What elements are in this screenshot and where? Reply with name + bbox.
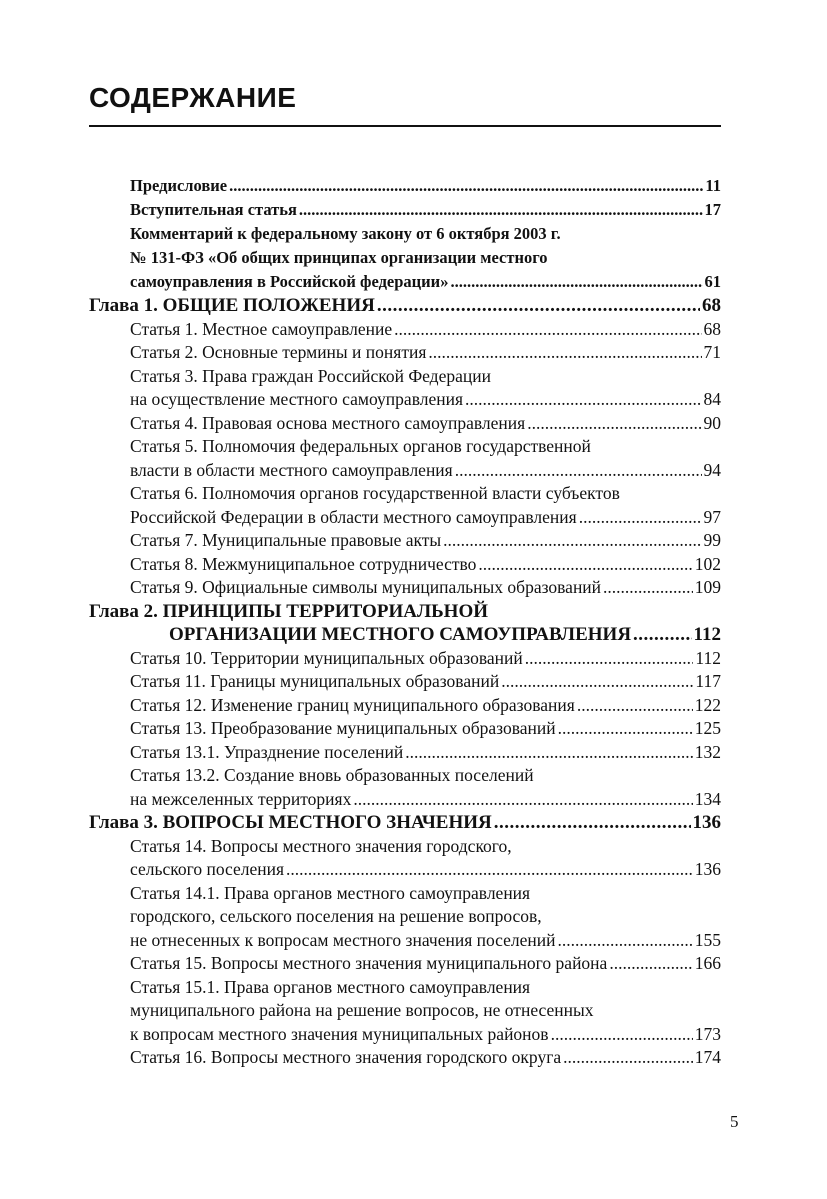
toc-line (89, 811, 721, 835)
toc-page-number: 99 (703, 530, 721, 550)
toc-line (130, 764, 721, 788)
toc-entry (89, 600, 721, 647)
toc-line (130, 553, 721, 577)
dot-leader (450, 270, 702, 294)
toc-line (130, 741, 721, 765)
toc-line (89, 600, 721, 624)
toc-entry (89, 318, 721, 342)
toc-page-number: 155 (694, 929, 721, 950)
toc-line (130, 222, 721, 246)
toc-line (130, 717, 721, 741)
dot-leader (579, 506, 702, 530)
dot-leader (558, 929, 693, 953)
toc-entry (89, 529, 721, 553)
toc-page-number: 71 (703, 342, 721, 362)
toc-entry (89, 294, 721, 318)
toc-line (130, 882, 721, 906)
toc-line (89, 294, 721, 318)
dot-leader (465, 388, 701, 412)
toc-entry-title: Статья 10. Территории муниципальных образований (130, 647, 523, 668)
table-of-contents (89, 174, 721, 1070)
toc-line (130, 412, 721, 436)
toc-entry-title: Глава 1. ОБЩИЕ ПОЛОЖЕНИЯ (89, 295, 375, 316)
toc-line (130, 835, 721, 859)
toc-line (130, 952, 721, 976)
toc-line (130, 365, 721, 389)
toc-entry-title: к вопросам местного значения муниципальных районов (130, 1023, 549, 1044)
page-title: СОДЕРЖАНИЕ (89, 82, 297, 113)
toc-page-number: 109 (694, 577, 721, 597)
toc-line (130, 929, 721, 953)
toc-entry-title: Статья 7. Муниципальные правовые акты (130, 530, 442, 550)
toc-entry (89, 222, 721, 294)
toc-line (130, 174, 721, 198)
toc-entry (89, 576, 721, 600)
toc-page-number: 17 (704, 200, 721, 219)
toc-entry-title: на межселенных территориях (130, 788, 352, 809)
toc-entry-title: сельского поселения (130, 859, 285, 879)
toc-entry-title: Статья 12. Изменение границ муниципального образования (130, 694, 575, 715)
toc-entry-title: Статья 8. Межмуниципальное сотрудничество (130, 553, 477, 574)
toc-page-number: 112 (695, 647, 721, 668)
toc-entry (89, 952, 721, 976)
toc-line (89, 623, 721, 647)
toc-page-number: 122 (694, 694, 721, 715)
toc-page-number: 125 (694, 718, 721, 738)
toc-entry (89, 482, 721, 529)
toc-line (130, 1046, 721, 1070)
toc-page-number: 136 (694, 859, 721, 879)
dot-leader (455, 459, 702, 483)
dot-leader (558, 717, 693, 741)
toc-entry (89, 811, 721, 835)
toc-page-number: 132 (694, 741, 721, 762)
dot-leader (443, 529, 701, 553)
toc-page-number: 97 (703, 506, 721, 527)
toc-entry (89, 882, 721, 953)
toc-line (130, 647, 721, 671)
toc-entry (89, 198, 721, 222)
toc-entry-title: Статья 3. Права граждан Российской Федерации (130, 365, 491, 386)
toc-line (130, 482, 721, 506)
toc-page-number: 11 (705, 176, 721, 195)
dot-leader (501, 670, 693, 694)
toc-page-number: 112 (693, 624, 721, 645)
toc-line (130, 459, 721, 483)
toc-line (130, 1023, 721, 1047)
toc-line (130, 529, 721, 553)
toc-line (130, 318, 721, 342)
toc-entry-title: Вступительная статья (130, 200, 297, 219)
toc-entry-title: Статья 4. Правовая основа местного самоуправления (130, 412, 526, 433)
toc-line (130, 341, 721, 365)
toc-line (130, 576, 721, 600)
toc-line (130, 976, 721, 1000)
toc-entry-title: Предисловие (130, 176, 228, 195)
toc-entry-title: Статья 14. Вопросы местного значения городского, (130, 835, 512, 856)
toc-line (130, 388, 721, 412)
toc-entry (89, 976, 721, 1047)
toc-entry-title: Статья 14.1. Права органов местного самоуправления (130, 882, 531, 903)
dot-leader (527, 412, 701, 436)
toc-entry (89, 365, 721, 412)
toc-page-number: 90 (703, 412, 721, 433)
toc-page-number: 117 (695, 671, 721, 691)
toc-entry (89, 741, 721, 765)
dot-leader (478, 553, 692, 577)
title-divider (89, 125, 721, 127)
toc-entry (89, 435, 721, 482)
toc-page-number: 134 (694, 788, 721, 809)
toc-entry-title: Статья 5. Полномочия федеральных органов государственной (130, 436, 591, 456)
toc-entry (89, 647, 721, 671)
dot-leader (603, 576, 693, 600)
toc-entry-title: городского, сельского поселения на решение вопросов, (130, 906, 542, 926)
toc-entry-title: Статья 13. Преобразование муниципальных образований (130, 718, 556, 738)
toc-line (130, 858, 721, 882)
toc-entry (89, 694, 721, 718)
toc-entry (89, 1046, 721, 1070)
toc-line (130, 905, 721, 929)
dot-leader (609, 952, 692, 976)
toc-entry (89, 764, 721, 811)
toc-entry-title: Российской Федерации в области местного самоуправления (130, 506, 577, 527)
toc-line (130, 246, 721, 270)
toc-line (130, 435, 721, 459)
toc-entry-title: Глава 3. ВОПРОСЫ МЕСТНОГО ЗНАЧЕНИЯ (89, 812, 492, 833)
toc-entry-title: муниципального района на решение вопросов, не отнесенных (130, 1000, 594, 1020)
toc-line (130, 788, 721, 812)
toc-line (130, 198, 721, 222)
dot-leader (563, 1046, 693, 1070)
toc-page-number: 84 (703, 389, 721, 409)
toc-page-number: 102 (694, 553, 721, 574)
toc-entry-title: ОРГАНИЗАЦИИ МЕСТНОГО САМОУПРАВЛЕНИЯ (169, 624, 632, 645)
toc-page-number: 173 (694, 1023, 721, 1044)
dot-leader (377, 294, 700, 318)
dot-leader (405, 741, 693, 765)
toc-entry (89, 174, 721, 198)
dot-leader (525, 647, 694, 671)
dot-leader (286, 858, 693, 882)
toc-entry-title: власти в области местного самоуправления (130, 459, 453, 480)
toc-entry-title: самоуправления в Российской федерации» (130, 272, 449, 291)
toc-entry (89, 412, 721, 436)
toc-entry-title: Статья 15.1. Права органов местного самоуправления (130, 976, 531, 997)
toc-entry-title: Статья 15. Вопросы местного значения муниципального района (130, 953, 608, 973)
toc-page-number: 174 (694, 1047, 721, 1067)
toc-entry-title: Статья 13.1. Упразднение поселений (130, 741, 404, 762)
toc-entry (89, 670, 721, 694)
toc-page-number: 68 (702, 295, 721, 316)
toc-page-number: 136 (692, 812, 721, 833)
toc-entry-title: Статья 2. Основные термины и понятия (130, 342, 427, 362)
dot-leader (428, 341, 701, 365)
dot-leader (577, 694, 693, 718)
toc-entry (89, 553, 721, 577)
toc-page-number: 61 (704, 272, 721, 291)
toc-page-number: 166 (694, 953, 721, 973)
dot-leader (299, 198, 703, 222)
toc-entry-title: Статья 9. Официальные символы муниципальных образований (130, 577, 602, 597)
toc-line (130, 999, 721, 1023)
page-number: 5 (730, 1112, 739, 1131)
toc-entry (89, 835, 721, 882)
dot-leader (353, 788, 692, 812)
toc-page-number: 68 (703, 318, 721, 339)
toc-line (130, 694, 721, 718)
toc-entry-title: Комментарий к федеральному закону от 6 октября 2003 г. (130, 224, 561, 243)
toc-entry-title: № 131-ФЗ «Об общих принципах организации местного (130, 248, 548, 267)
toc-entry-title: Статья 13.2. Создание вновь образованных поселений (130, 765, 534, 785)
dot-leader (551, 1023, 693, 1047)
toc-entry (89, 717, 721, 741)
toc-entry-title: не отнесенных к вопросам местного значения поселений (130, 929, 556, 950)
toc-entry-title: Статья 16. Вопросы местного значения городского округа (130, 1047, 562, 1067)
dot-leader (633, 623, 692, 647)
toc-entry-title: Статья 6. Полномочия органов государственной власти субъектов (130, 483, 620, 503)
toc-line (130, 506, 721, 530)
toc-entry-title: Глава 2. ПРИНЦИПЫ ТЕРРИТОРИАЛЬНОЙ (89, 600, 488, 622)
toc-page-number: 94 (703, 459, 721, 480)
dot-leader (229, 174, 703, 198)
toc-entry (89, 341, 721, 365)
dot-leader (394, 318, 701, 342)
toc-entry-title: Статья 1. Местное самоуправление (130, 318, 393, 339)
toc-line (130, 670, 721, 694)
toc-entry-title: Статья 11. Границы муниципальных образований (130, 671, 500, 691)
dot-leader (494, 811, 691, 835)
toc-line (130, 270, 721, 294)
toc-entry-title: на осуществление местного самоуправления (130, 389, 464, 409)
